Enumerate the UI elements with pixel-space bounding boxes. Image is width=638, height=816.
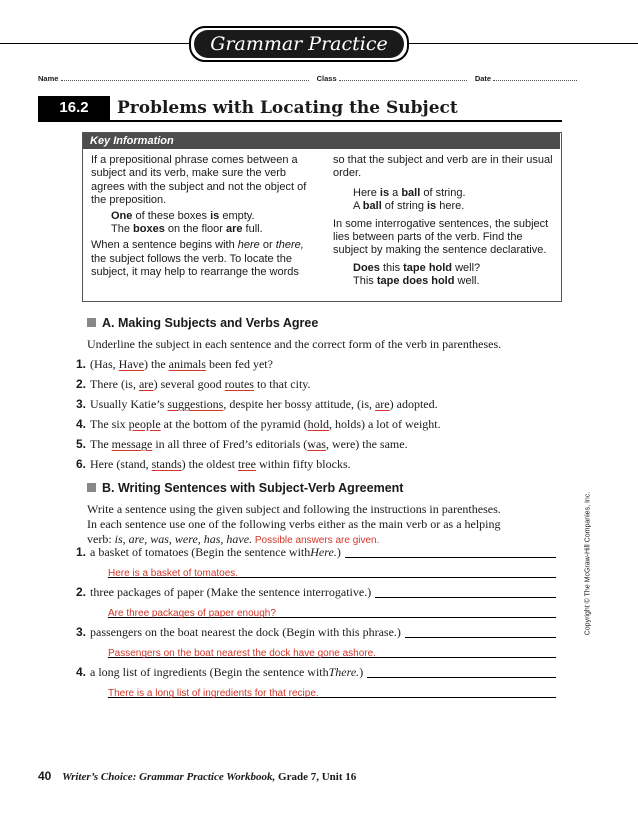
answer-line[interactable] [375,597,556,598]
item-number: 2. [75,585,86,599]
sentence-text: , holds) a lot of weight. [328,417,441,431]
list-item [68,357,568,377]
sample-answer: Passengers on the boat nearest the dock have gone ashore. [108,648,376,659]
sample-answer: Are three packages of paper enough? [108,608,276,619]
item-number: 5. [75,437,86,451]
key-info-left [91,154,317,280]
key-example: The boxes on the floor are full. [111,223,263,236]
key-para: If a prepositional phrase comes between a subject and its verb, make sure the verb agrees with the subject and not the object of the preposition. [91,154,307,207]
footer-title: Writer’s Choice: Grammar Practice Workbook, [62,771,276,783]
underlined-answer: tree [237,457,256,471]
key-para: In some interrogative sentences, the subject lies between parts of the verb. Find the subject by making the sentence declarative. [333,217,549,257]
key-example: Here is a ball of string. [353,186,466,199]
section-number: 16.2 [38,96,110,120]
section-title: Problems with Locating the Subject [117,98,458,118]
item-number: 6. [75,457,86,471]
prompt-text: passengers on the boat nearest the dock (Begin with this phrase.) [90,625,401,639]
answer-line[interactable] [405,637,556,638]
page-number: 40 [38,769,52,783]
name-label: Name [38,74,59,83]
key-example: One of these boxes is empty. [111,209,255,222]
name-field[interactable] [61,72,309,81]
underlined-answer: hold [307,417,329,431]
key-example: A ball of string is here. [353,200,465,213]
sentence-text: been fed yet? [205,357,273,371]
date-field[interactable] [493,72,577,81]
underlined-answer: people [128,417,161,431]
underlined-answer: was [307,437,326,451]
class-label: Class [316,74,337,83]
banner-title: Grammar Practice [194,30,404,58]
underlined-answer: are [374,397,390,411]
part-a-list [68,357,568,477]
sentence-text: , despite her bossy attitude, (is, [223,397,375,411]
sentence-text: (Has, [90,357,119,371]
sentence-text: Here (stand, [90,457,152,471]
sentence-text: Usually Katie’s [90,397,168,411]
exercise-item [68,585,556,618]
sentence-text: within fifty blocks. [255,457,351,471]
answer-field[interactable] [108,683,556,698]
sample-answer: Here is a basket of tomatoes. [108,568,239,579]
part-a-heading: A. Making Subjects and Verbs Agree [87,316,318,330]
sentence-text: at the bottom of the pyramid ( [160,417,308,431]
key-example: This tape does hold well. [353,275,480,288]
answer-line[interactable] [367,677,556,678]
sentence-text: ) the [144,357,169,371]
list-item [68,377,568,397]
underlined-answer: stands [151,457,182,471]
item-number: 1. [75,545,86,559]
list-item [68,457,568,477]
sentence-text: ) several good [153,377,225,391]
prompt-italic: Here. [310,545,337,559]
item-number: 4. [75,417,86,431]
section-rule [38,120,562,122]
key-para: so that the subject and verb are in their usual order. [333,154,553,180]
prompt-text: ) [336,545,341,559]
prompt-text: a basket of tomatoes (Begin the sentence with [90,545,311,559]
sentence-text: The six [90,417,129,431]
list-item [68,437,568,457]
form-row [38,72,562,83]
sentence-text: ) adopted. [389,397,438,411]
footer [38,769,356,783]
prompt-text: ) [359,665,364,679]
item-number: 4. [75,665,86,679]
key-info-right [333,154,555,289]
exercise-item [68,545,556,578]
sentence-text: to that city. [253,377,311,391]
square-bullet-icon [87,483,96,492]
underlined-answer: Have [118,357,144,371]
footer-grade: Grade 7, Unit 16 [275,771,357,783]
copyright-vertical: Copyright © The McGraw-Hill Companies, Inc. [584,491,592,636]
list-item [68,417,568,437]
class-field[interactable] [339,72,467,81]
underlined-answer: routes [224,377,254,391]
key-info-heading: Key Information [83,133,560,149]
prompt-text: a long list of ingredients (Begin the sentence with [90,665,329,679]
part-b-instructions: Write a sentence using the given subject and following the instructions in parentheses. In each sentence use one of the following verbs either as the main verb or as a helping verb: is, are, was, were, has, have. Possible answers are given. [87,502,501,546]
date-label: Date [474,74,492,83]
list-item [68,397,568,417]
underlined-answer: suggestions [167,397,224,411]
square-bullet-icon [87,318,96,327]
sentence-text: in all three of Fred’s editorials ( [152,437,308,451]
prompt-text: three packages of paper (Make the sentence interrogative.) [90,585,372,599]
answer-field[interactable] [108,643,556,658]
item-number: 1. [75,357,86,371]
sentence-text: ) the oldest [181,457,238,471]
item-number: 3. [75,625,86,639]
answer-field[interactable] [108,603,556,618]
sentence-text: The [90,437,112,451]
key-example: Does this tape hold well? [353,261,481,274]
sample-answer: There is a long list of ingredients for that recipe. [108,688,319,699]
underlined-answer: animals [168,357,206,371]
part-a-instructions: Underline the subject in each sentence and the correct form of the verb in parentheses. [87,337,502,351]
sentence-text: , were) the same. [325,437,408,451]
sentence-text: There (is, [90,377,139,391]
underlined-answer: are [138,377,154,391]
part-b-heading: B. Writing Sentences with Subject-Verb Agreement [87,481,403,495]
exercise-item [68,665,556,698]
answer-line[interactable] [345,557,556,558]
item-number: 2. [75,377,86,391]
answer-field[interactable] [108,563,556,578]
underlined-answer: message [111,437,153,451]
prompt-italic: There. [328,665,360,679]
exercise-item [68,625,556,658]
key-para: When a sentence begins with here or there, the subject follows the verb. To locate the subject, it may help to rearrange the words [91,239,304,279]
item-number: 3. [75,397,86,411]
